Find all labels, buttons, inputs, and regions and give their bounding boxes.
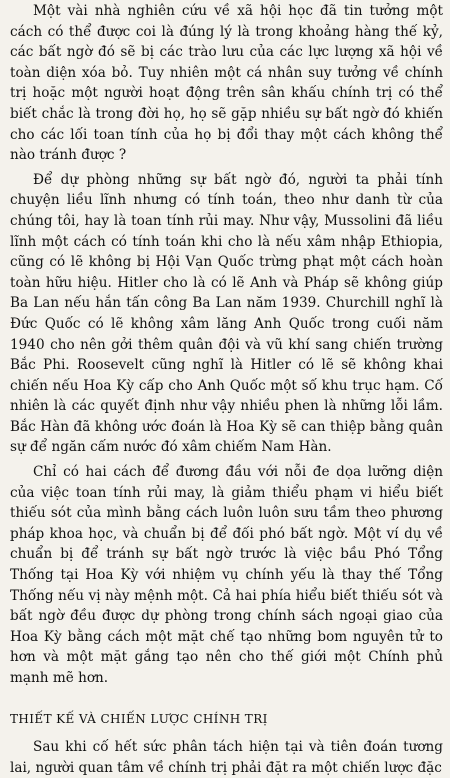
paragraph-4: Sau khi cố hết sức phân tách hiện tại và tiên đoán tương lai, người quan tâm về chính trị phải đặt ra một chiến lược đặc: [10, 739, 443, 776]
paragraph-3: Chỉ có hai cách để đương đầu với nỗi đe dọa lưỡng diện của việc toan tính rủi may, là giảm thiểu phạm vi hiểu biết thiếu sót của mình bằng cách luôn luôn sưu tầm theo phương pháp khoa học, và chuẩn bị để đối phó bất ngờ. Một ví dụ về chuẩn bị để tránh sự bất ngờ trước là việc bầu Phó Tổng Thống tại Hoa Kỳ với nhiệm vụ chính yếu là thay thế Tổng Thống nếu vị này mệnh một. Cả hai phía hiểu biết thiếu sót và bất ngờ đều được dự phòng trong chính sách ngoại giao của Hoa Kỳ bằng cách một mặt chế tạo những bom nguyên tử to hơn và một mặt gắng tạo nên cho thế giới một Chính phủ mạnh mẽ hơn.: [10, 464, 443, 686]
paragraph-1: Một vài nhà nghiên cứu về xã hội học đã tin tưởng một cách có thể được coi là đúng lý là trong khoảng hàng thế kỷ, các bất ngờ đó sẽ bị các trào lưu của các lực lượng xã hội về toàn diện xóa bỏ. Tuy nhiên một cá nhân suy tưởng về chính trị hoặc một người hoạt động trên sân khấu chính trị có thể biết chắc là trong đời họ, họ sẽ gặp nhiều sự bất ngờ đó khiến cho các lối toan tính của họ bị đổi thay một cách không thể nào tránh được ?: [10, 3, 443, 164]
paragraph-2: Để dự phòng những sự bất ngờ đó, người ta phải tính chuyện liều lĩnh nhưng có tính toán, theo như danh từ của chúng tôi, hay là toan tính rủi may. Như vậy, Mussolini đã liều lĩnh một cách có tính toán khi cho là nếu xâm nhập Ethiopia, cũng có lẽ không bị Hội Vạn Quốc trừng phạt một cách hoàn toàn hữu hiệu. Hitler cho là có lẽ Anh và Pháp sẽ không giúp Ba Lan nếu hắn tấn công Ba Lan năm 1939. Churchill nghĩ là Đức Quốc có lẽ không xâm lăng Anh Quốc trong cuối năm 1940 cho nên gởi thêm quân đội và vũ khí sang chiến trường Bắc Phi. Roosevelt cũng nghĩ là Hitler có lẽ sẽ không khai chiến nếu Hoa Kỳ cấp cho Anh Quốc một số khu trục hạm. Cố nhiên là các quyết định như vậy nhiều phen là những lỗi lầm. Bắc Hàn đã không ước đoán là Hoa Kỳ sẽ can thiệp bằng quân sự để ngăn cấm nước đó xâm chiếm Nam Hàn.: [10, 171, 443, 456]
section-heading: THIẾT KẾ VÀ CHIẾN LƯỢC CHÍNH TRỊ: [10, 711, 268, 726]
